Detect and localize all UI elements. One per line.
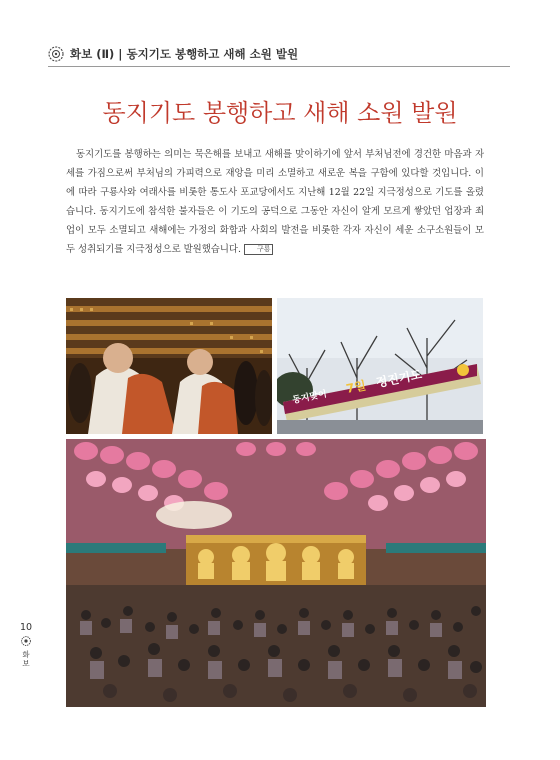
article-body: [66, 145, 484, 259]
article-title: 동지기도 봉행하고 새해 소원 발원: [102, 99, 458, 127]
banner-main-text: 정진기도: [374, 367, 424, 390]
lotus-icon: [48, 46, 64, 62]
section-header: [48, 46, 298, 62]
article-body-text: 동지기도를 봉행하는 의미는 묵은해를 보내고 새해를 맞이하기에 앞서 부처님전에 경건한 마음과 자세를 가짐으로써 부처님의 가피력으로 재앙을 미리 소멸하고 새로운 복을 구함에 있다할 것입니다. 이에 따라 구룡사와 여래사를 비롯한 통도사 포교당에서도 지난해 12월 22일 지극정성으로 기도를 올렸습니다. 동지기도에 참석한 불자들은 이 기도의 공덕으로 그동안 자신이 알게 모르게 쌓았던 업장과 죄업이 모두 소멸되고 새해에는 가정의 화합과 사회의 발전을 비롯한 각자 자신이 세운 소구소원들이 모두 성취되기를 지극정성으로 발원했습니다.: [66, 149, 484, 255]
section-label: 화보 (Ⅱ) | 동지기도 봉행하고 새해 소원 발원: [70, 47, 299, 61]
photo-monks: [66, 298, 272, 434]
banner-prefix-text: 동지맞이: [291, 389, 328, 406]
publisher-logo: 구룡: [244, 244, 274, 255]
photo-banner: [277, 298, 483, 434]
banner-days-text: 7일: [344, 378, 368, 396]
header-divider: [48, 66, 510, 67]
vertical-section-label: 화보: [22, 650, 30, 668]
photo-temple-hall: [66, 439, 486, 707]
page-number: 10: [20, 622, 33, 633]
lotus-icon: [21, 636, 31, 646]
